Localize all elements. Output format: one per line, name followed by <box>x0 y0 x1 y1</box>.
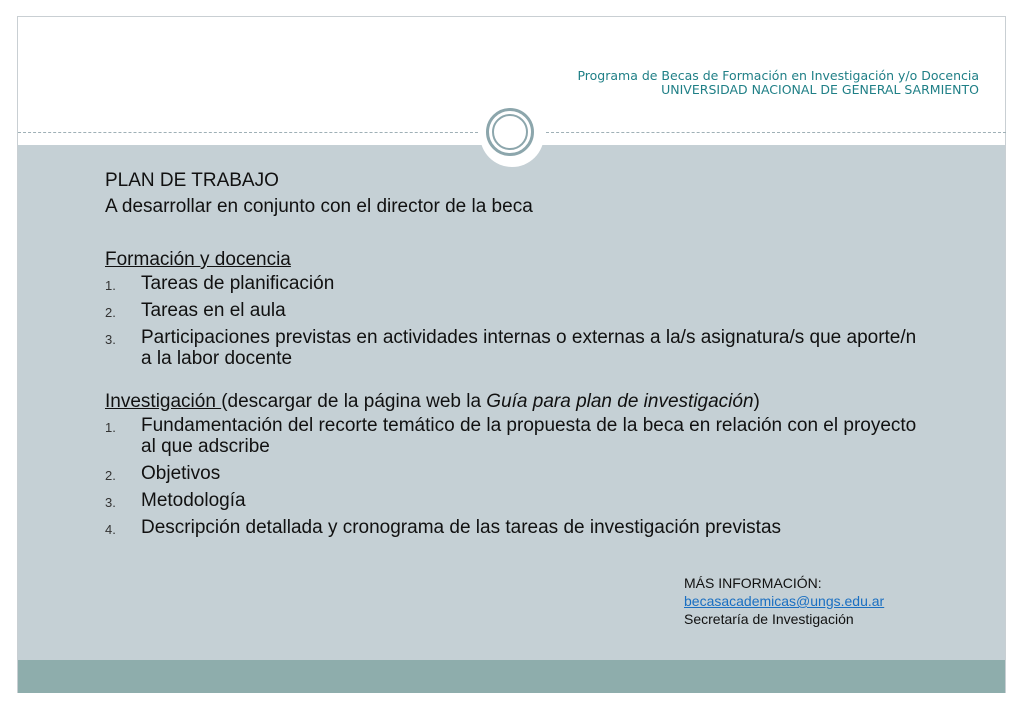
more-info <box>684 574 884 628</box>
list-item: 1. Tareas de planificación <box>105 273 335 294</box>
more-info-label: MÁS INFORMACIÓN: <box>684 575 822 591</box>
list-item: 4. Descripción detallada y cronograma de las tareas de investigación previstas <box>105 517 782 538</box>
list-item: 3. Participaciones previstas en actividades internas o externas a la/s asignatura/s que aporte/n a la labor docente <box>105 327 917 369</box>
header-text <box>577 69 979 97</box>
investigacion-heading: Investigación (descargar de la página web la Guía para plan de investigación) <box>105 391 760 412</box>
list-item: 2. Tareas en el aula <box>105 300 286 321</box>
email-link[interactable]: becasacademicas@ungs.edu.ar <box>684 593 885 609</box>
list-item: 2. Objetivos <box>105 463 221 484</box>
guide-title: Guía para plan de investigación <box>486 391 754 412</box>
list-item: 1. Fundamentación del recorte temático de la propuesta de la beca en relación con el proyecto al que adscribe <box>105 415 917 457</box>
divider-left <box>18 132 478 133</box>
inner-circle-icon <box>492 114 528 150</box>
footer-bar <box>18 660 1005 693</box>
plan-subtitle: A desarrollar en conjunto con el director de la beca <box>105 196 533 217</box>
plan-title: PLAN DE TRABAJO <box>105 170 279 191</box>
university-name: UNIVERSIDAD NACIONAL DE GENERAL SARMIENTO <box>661 82 979 97</box>
formacion-heading: Formación y docencia <box>105 249 291 270</box>
formacion-list <box>105 273 925 369</box>
investigacion-list <box>105 415 925 538</box>
divider-right <box>546 132 1006 133</box>
program-name: Programa de Becas de Formación en Investigación y/o Docencia <box>577 68 979 83</box>
slide-body <box>105 168 925 544</box>
list-item: 3. Metodología <box>105 490 246 511</box>
investigacion-title: Investigación <box>105 391 222 412</box>
department-name: Secretaría de Investigación <box>684 611 854 627</box>
